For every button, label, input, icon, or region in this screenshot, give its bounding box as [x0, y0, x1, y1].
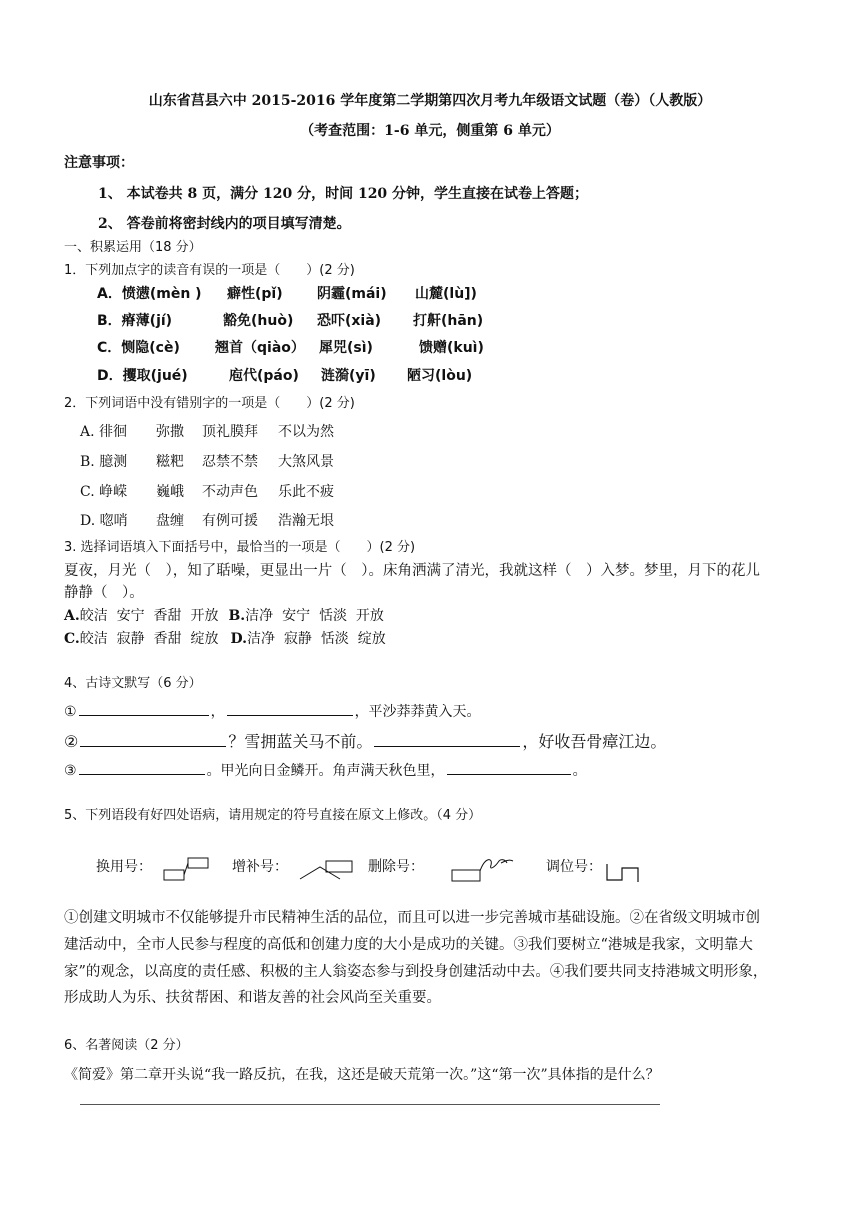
q4-stem: 4、古诗文默写（6 分）	[64, 676, 202, 691]
q2-option-c: C. 峥嵘 巍峨 不动声色 乐此不疲	[80, 484, 334, 500]
section-heading: 一、积累运用（18 分）	[64, 240, 202, 255]
q5-paragraph-line-4: 形成助人为乐、扶贫帮困、和谐友善的社会风尚至关重要。	[64, 990, 441, 1006]
q3-options-row-1: A.皎洁 安宁 香甜 开放 B.洁净 安宁 恬淡 开放	[64, 608, 384, 624]
exam-scope: （考查范围：1-6 单元，侧重第 6 单元）	[300, 123, 560, 139]
q1-option-d: D．攫取(jué) 庖代(páo) 涟漪(yī) 陋习(lòu)	[97, 368, 473, 384]
symbol-delete-label: 删除号：	[368, 859, 424, 875]
q2-option-d: D. 唿哨 盘缠 有例可援 浩瀚无垠	[80, 513, 334, 529]
answer-blank[interactable]	[447, 759, 571, 775]
q1-option-c: C．恻隐(cè) 翘首（qiào） 犀兕(sì) 馈赠(kuì)	[97, 340, 484, 356]
q3-stem: 3. 选择词语填入下面括号中，最恰当的一项是（ ）(2 分)	[64, 540, 416, 555]
symbol-replace-label: 换用号：	[96, 859, 152, 875]
q2-stem: 2．下列词语中没有错别字的一项是（ ）(2 分)	[64, 396, 355, 411]
delete-mark-icon	[449, 853, 519, 885]
notice-item-2: 2、 答卷前将密封线内的项目填写清楚。	[98, 216, 351, 232]
q5-paragraph-line-1: ①创建文明城市不仅能够提升市民精神生活的品位，而且可以进一步完善城市基础设施。②在省级文明城市创	[64, 910, 760, 926]
answer-blank[interactable]	[80, 729, 226, 747]
symbol-move-label: 调位号：	[546, 859, 602, 875]
q2-option-a: A. 徘徊 弥撒 顶礼膜拜 不以为然	[80, 424, 334, 440]
q6-question: 《简爱》第二章开头说“我一路反抗，在我，这还是破天荒第一次。”这“第一次”具体指的是什么？	[64, 1067, 660, 1083]
answer-blank[interactable]	[227, 700, 353, 716]
q4-line-3: ③ 。甲光向日金鳞开。角声满天秋色里， 。	[64, 759, 587, 781]
notice-item-1: 1、 本试卷共 8 页，满分 120 分，时间 120 分钟，学生直接在试卷上答题；	[98, 186, 589, 202]
symbol-add-label: 增补号：	[232, 859, 288, 875]
q3-passage-line-2: 静静（ ）。	[64, 585, 144, 601]
q3-passage-line-1: 夏夜，月光（ ），知了聒噪，更显出一片（ ）。床角洒满了清光，我就这样（ ）入梦。梦里，月下的花儿	[64, 563, 760, 579]
q1-option-b: B．瘠薄(jí) 豁免(huò) 恐吓(xià) 打鼾(hān)	[97, 313, 484, 329]
q3-options-row-2: C.皎洁 寂静 香甜 绽放 D.洁净 寂静 恬淡 绽放	[64, 631, 386, 647]
replace-mark-icon	[162, 855, 212, 885]
q1-option-a: A．愤懑(mèn ) 癖性(pǐ) 阴霾(mái) 山麓(lù])	[97, 286, 477, 302]
q5-paragraph-line-3: 家”的观念，以高度的责任感、积极的主人翁姿态参与到投身创建活动中去。④我们要共同支持港城文明形象，	[64, 964, 768, 980]
answer-line[interactable]	[80, 1104, 660, 1105]
q6-stem: 6、名著阅读（2 分）	[64, 1038, 189, 1053]
swap-mark-icon	[604, 860, 644, 884]
q4-line-2: ② ？雪拥蓝关马不前。 ，好收吾骨瘴江边。	[64, 729, 666, 753]
q5-paragraph-line-2: 建活动中，全市人民参与程度的高低和创建力度的大小是成功的关键。③我们要树立“港城是我家，文明靠大	[64, 937, 753, 953]
q2-option-b: B. 臆测 糍粑 忍禁不禁 大煞风景	[80, 454, 334, 470]
notice-heading: 注意事项：	[64, 155, 134, 171]
q5-stem: 5、下列语段有好四处语病，请用规定的符号直接在原文上修改。（4 分）	[64, 808, 482, 823]
insert-mark-icon	[298, 855, 358, 885]
answer-blank[interactable]	[79, 759, 205, 775]
q4-line-1: ① ， ，平沙莽莽黄入天。	[64, 700, 481, 722]
answer-blank[interactable]	[374, 729, 520, 747]
answer-blank[interactable]	[79, 700, 209, 716]
page-title: 山东省莒县六中 2015-2016 学年度第二学期第四次月考九年级语文试题（卷）（人教版）	[148, 93, 712, 109]
q1-stem: 1．下列加点字的读音有误的一项是（ ）(2 分)	[64, 263, 355, 278]
